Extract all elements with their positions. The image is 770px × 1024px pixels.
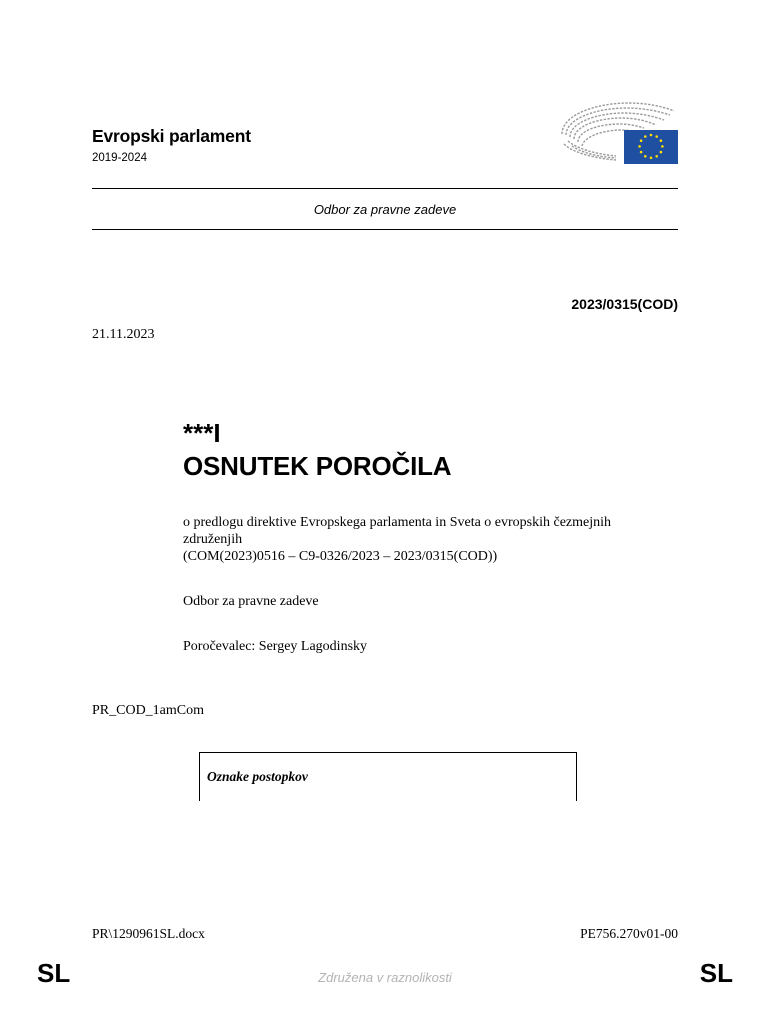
procedure-box bbox=[199, 752, 577, 801]
document-subject bbox=[183, 514, 683, 565]
file-name: PR\1290961SL.docx bbox=[92, 926, 205, 941]
rapporteur: Poročevalec: Sergey Lagodinsky bbox=[183, 639, 368, 654]
document-date: 21.11.2023 bbox=[92, 327, 155, 342]
procedure-box-title: Oznake postopkov bbox=[207, 769, 308, 784]
committee-header: Odbor za pravne zadeve bbox=[313, 202, 457, 217]
procedure-reference: 2023/0315(COD) bbox=[571, 296, 678, 312]
document-title: OSNUTEK POROČILA bbox=[183, 451, 452, 481]
language-code-left: SL bbox=[37, 958, 71, 988]
organization-name: Evropski parlament bbox=[92, 126, 251, 146]
subject-reference-line: (COM(2023)0516 – C9-0326/2023 – 2023/0315(COD)) bbox=[183, 549, 498, 564]
committee-name: Odbor za pravne zadeve bbox=[183, 594, 319, 609]
procedure-stars: ***I bbox=[183, 418, 221, 448]
language-code-right: SL bbox=[699, 958, 733, 988]
subject-line: o predlogu direktive Evropskega parlamenta in Sveta o evropskih čezmejnih bbox=[183, 515, 612, 530]
header-rule-bottom bbox=[92, 229, 678, 230]
pe-number: PE756.270v01-00 bbox=[580, 926, 678, 941]
subject-line: združenjih bbox=[183, 532, 243, 547]
parliamentary-term: 2019-2024 bbox=[92, 152, 147, 164]
header-rule-top bbox=[92, 188, 678, 189]
template-code: PR_COD_1amCom bbox=[92, 703, 205, 718]
eu-motto: Združena v raznolikosti bbox=[318, 970, 452, 985]
european-parliament-logo-icon bbox=[558, 100, 680, 166]
